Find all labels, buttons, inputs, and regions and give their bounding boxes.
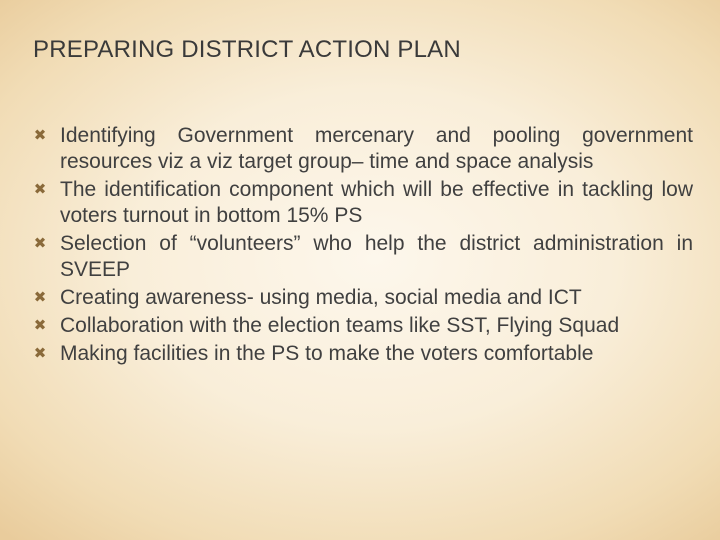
x-mark-bullet-icon: ✖: [33, 317, 47, 334]
bullet-text: Making facilities in the PS to make the voters comfortable: [60, 342, 594, 365]
list-item: [33, 231, 693, 283]
x-mark-bullet-icon: ✖: [33, 181, 47, 198]
list-item: [33, 313, 693, 339]
list-item: [33, 177, 693, 229]
slide-title: PREPARING DISTRICT ACTION PLAN: [33, 36, 461, 63]
bullet-text: The identification component which will be effective in tackling low voters turnout in bottom 15% PS: [60, 178, 693, 227]
bullet-text: Creating awareness- using media, social media and ICT: [60, 286, 582, 309]
list-item: [33, 285, 693, 311]
x-mark-bullet-icon: ✖: [33, 345, 47, 362]
x-mark-bullet-icon: ✖: [33, 127, 47, 144]
bullet-list: [33, 123, 693, 369]
bullet-text: Collaboration with the election teams like SST, Flying Squad: [60, 314, 620, 337]
list-item: [33, 123, 693, 175]
x-mark-bullet-icon: ✖: [33, 235, 47, 252]
list-item: [33, 341, 693, 367]
bullet-text: Selection of “volunteers” who help the district administration in SVEEP: [60, 232, 693, 281]
bullet-text: Identifying Government mercenary and pooling government resources viz a viz target group– time and space analysis: [60, 124, 693, 173]
x-mark-bullet-icon: ✖: [33, 289, 47, 306]
